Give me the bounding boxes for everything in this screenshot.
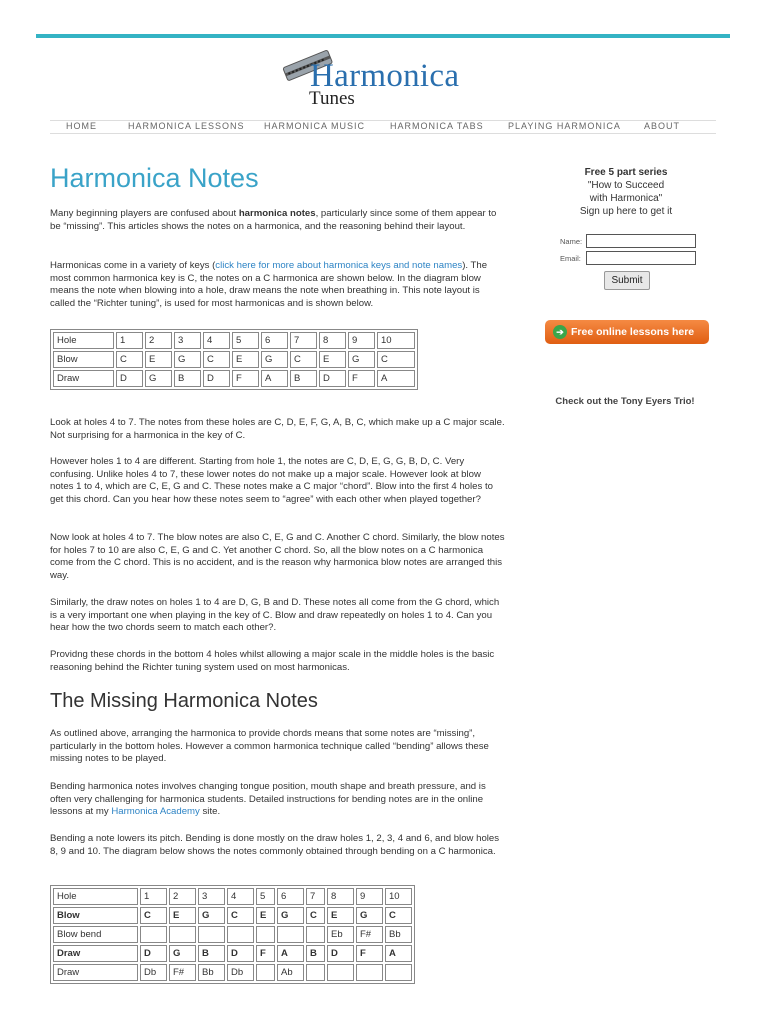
top-accent-bar	[36, 34, 730, 38]
text-span: ). The most common harmonica key is C, the notes on a C harmonica are shown below. In the diagram blow means the note when blowing into a hole, draw means the note when breathing in. This note layout is called the “Richter tuning”, is used for most harmonicas and is shown below.	[50, 260, 488, 309]
email-label: Email:	[560, 254, 581, 263]
table-cell: 8	[319, 332, 346, 349]
table-cell: E	[319, 351, 346, 368]
table-cell	[306, 926, 325, 943]
table-cell: B	[290, 370, 317, 387]
submit-button[interactable]: Submit	[604, 271, 650, 290]
table-cell: C	[116, 351, 143, 368]
table-cell: A	[385, 945, 412, 962]
table-cell: G	[261, 351, 288, 368]
signup-line: Free 5 part series	[584, 167, 668, 178]
table-cell	[256, 964, 275, 981]
intro-paragraph	[50, 208, 505, 233]
name-field[interactable]	[586, 234, 696, 248]
table-cell: B	[174, 370, 201, 387]
table-cell: D	[227, 945, 254, 962]
table-cell: Ab	[277, 964, 304, 981]
table-cell: 6	[261, 332, 288, 349]
table-cell: Db	[140, 964, 167, 981]
table-cell: F	[348, 370, 375, 387]
table-cell: Bb	[198, 964, 225, 981]
table-cell: D	[203, 370, 230, 387]
table-cell	[256, 926, 275, 943]
table-cell: Db	[227, 964, 254, 981]
table-cell: E	[256, 907, 275, 924]
table-cell	[227, 926, 254, 943]
paragraph-scale: Look at holes 4 to 7. The notes from these holes are C, D, E, F, G, A, B, C, which make up a C major scale. Not surprising for a harmonica in the key of C.	[50, 417, 505, 441]
table-cell: Draw	[53, 945, 138, 962]
table-row	[53, 351, 415, 368]
table-cell: Hole	[53, 888, 138, 905]
text-span: Many beginning players are confused about	[50, 208, 239, 219]
paragraph-bending	[50, 781, 505, 819]
table-cell: 2	[169, 888, 196, 905]
table-row	[53, 888, 412, 905]
table-cell: E	[327, 907, 354, 924]
table-cell: C	[377, 351, 415, 368]
table-cell	[356, 964, 383, 981]
table-row	[53, 926, 412, 943]
table-cell	[327, 964, 354, 981]
table-row	[53, 370, 415, 387]
site-logo[interactable]	[278, 44, 518, 112]
table-cell: Blow	[53, 907, 138, 924]
table-cell: C	[385, 907, 412, 924]
paragraph-missing: As outlined above, arranging the harmonica to provide chords means that some notes are “missing”, particularly in the bottom holes. However a common harmonica technique called “bending” allows these missing notes to be played.	[50, 728, 489, 765]
logo-subtitle: Tunes	[309, 88, 355, 109]
signup-heading	[544, 166, 708, 218]
table-row	[53, 945, 412, 962]
paragraph-bend-pitch: Bending a note lowers its pitch. Bending is done mostly on the draw holes 1, 2, 3, 4 and 6, and blow holes 8, 9 and 10. The diagram below shows the notes commonly obtained through bending on a C harmonica.	[50, 833, 500, 857]
table-cell: 9	[356, 888, 383, 905]
table-cell: C	[140, 907, 167, 924]
keys-link[interactable]: click here for more about harmonica keys and note names	[215, 260, 463, 271]
table-cell: C	[203, 351, 230, 368]
text-span: Harmonicas come in a variety of keys (	[50, 260, 216, 271]
richter-table	[50, 329, 418, 390]
signup-line: with Harmonica"	[589, 193, 663, 204]
table-cell: F	[256, 945, 275, 962]
table-row	[53, 907, 412, 924]
table-cell: 7	[306, 888, 325, 905]
table-cell: Eb	[327, 926, 354, 943]
bold-term: harmonica notes	[238, 208, 316, 219]
paragraph-draw: Similarly, the draw notes on holes 1 to 4 are D, G, B and D. These notes all come from the G chord, which is a very important one when playing in the key of C. Blow and draw repeatedly on holes 1 to 4. Can you hear how the two chords seem to match each other?.	[50, 597, 500, 634]
paragraph-richter: Providng these chords in the bottom 4 holes whilst allowing a major scale in the middle holes is the basic reasoning behind the Richter tuning system used on most harmonicas.	[50, 649, 495, 673]
table-cell: G	[348, 351, 375, 368]
table-cell: C	[306, 907, 325, 924]
table-cell: D	[319, 370, 346, 387]
table-cell: C	[290, 351, 317, 368]
nav-harmonica-lessons[interactable]: HARMONICA LESSONS	[128, 121, 245, 131]
nav-about[interactable]: ABOUT	[644, 121, 681, 131]
table-cell: 5	[256, 888, 275, 905]
table-cell: A	[261, 370, 288, 387]
paragraph-blow: Now look at holes 4 to 7. The blow notes are also C, E, G and C. Another C chord. Similarly, the blow notes for holes 7 to 10 are also C, E, G and C. Yet another C chord. So, all the blow notes on a C harmonica come from the C chord. This is no accident, and is the reason why harmonica blow notes are arranged this way.	[50, 532, 505, 581]
section-title: The Missing Harmonica Notes	[50, 690, 318, 712]
table-cell	[306, 964, 325, 981]
table-cell: 1	[140, 888, 167, 905]
text-span: , particularly since some of them appear to be “missing”. This articles shows the notes on a harmonica, and the reasoning behind their layout.	[50, 208, 497, 232]
table-cell: F	[232, 370, 259, 387]
table-cell: 9	[348, 332, 375, 349]
table-cell: D	[116, 370, 143, 387]
table-cell: G	[277, 907, 304, 924]
table-cell: A	[377, 370, 415, 387]
table-cell: 2	[145, 332, 172, 349]
nav-harmonica-tabs[interactable]: HARMONICA TABS	[390, 121, 484, 131]
table-cell: 4	[203, 332, 230, 349]
table-cell: 3	[198, 888, 225, 905]
page-title: Harmonica Notes	[50, 163, 259, 193]
table-cell: B	[306, 945, 325, 962]
table-cell	[140, 926, 167, 943]
table-cell: 5	[232, 332, 259, 349]
harmonica-academy-link[interactable]: Harmonica Academy	[111, 806, 200, 818]
text-span: site.	[199, 806, 221, 818]
table-cell: B	[198, 945, 225, 962]
table-cell: Draw	[53, 370, 114, 387]
table-cell: C	[227, 907, 254, 924]
table-cell: Hole	[53, 332, 114, 349]
nav-harmonica-music[interactable]: HARMONICA MUSIC	[264, 121, 366, 131]
table-cell: E	[145, 351, 172, 368]
table-cell	[169, 926, 196, 943]
table-cell: F#	[169, 964, 196, 981]
bending-table	[50, 885, 415, 984]
keys-paragraph	[50, 260, 505, 310]
nav-home[interactable]: HOME	[66, 121, 97, 131]
table-cell: 10	[385, 888, 412, 905]
main-nav	[50, 120, 716, 134]
table-cell: G	[198, 907, 225, 924]
paragraph-chord: However holes 1 to 4 are different. Starting from hole 1, the notes are C, D, E, G, G, B, D, C. Very confusing. Unlike holes 4 to 7, these lower notes do not make up a major scale. However look at blow notes 1 to 4, which are C, E, G and C. These notes make a C major “chord”. Blow into the first 4 holes to get this chord. Can you hear how these notes seem to “agree” with each other when played together?	[50, 456, 493, 505]
table-cell: G	[145, 370, 172, 387]
table-cell: D	[327, 945, 354, 962]
table-cell: 8	[327, 888, 354, 905]
table-cell: A	[277, 945, 304, 962]
table-cell: Blow bend	[53, 926, 138, 943]
table-cell: F	[356, 945, 383, 962]
table-row	[53, 964, 412, 981]
table-cell: 1	[116, 332, 143, 349]
table-row	[53, 332, 415, 349]
text-span: Bending harmonica notes involves changing tongue position, mouth shape and breath pressure, and is often very challenging for harmonica students. Detailed instructions for bending notes are in the online lessons at my	[50, 781, 486, 818]
name-label: Name:	[560, 237, 583, 246]
table-cell: G	[174, 351, 201, 368]
email-field[interactable]	[586, 251, 696, 265]
nav-playing-harmonica[interactable]: PLAYING HARMONICA	[508, 121, 621, 131]
signup-line: Sign up here to get it	[579, 206, 673, 217]
table-cell: Bb	[385, 926, 412, 943]
free-lessons-button[interactable]	[545, 320, 709, 344]
table-cell: 4	[227, 888, 254, 905]
tony-eyers-trio-link[interactable]: Check out the Tony Eyers Trio!	[555, 396, 695, 407]
table-cell: E	[169, 907, 196, 924]
table-cell	[385, 964, 412, 981]
table-cell	[277, 926, 304, 943]
table-cell: 10	[377, 332, 415, 349]
table-cell: 6	[277, 888, 304, 905]
table-cell: G	[169, 945, 196, 962]
table-cell: 3	[174, 332, 201, 349]
logo-title: Harmonica	[310, 58, 460, 94]
table-cell: E	[232, 351, 259, 368]
signup-line: "How to Succeed	[587, 180, 665, 191]
free-lessons-label: Free online lessons here	[571, 326, 695, 338]
table-cell: Blow	[53, 351, 114, 368]
table-cell: 7	[290, 332, 317, 349]
table-cell: Draw	[53, 964, 138, 981]
table-cell: F#	[356, 926, 383, 943]
table-cell: G	[356, 907, 383, 924]
table-cell	[198, 926, 225, 943]
table-cell: D	[140, 945, 167, 962]
arrow-right-icon: ➔	[553, 325, 567, 339]
